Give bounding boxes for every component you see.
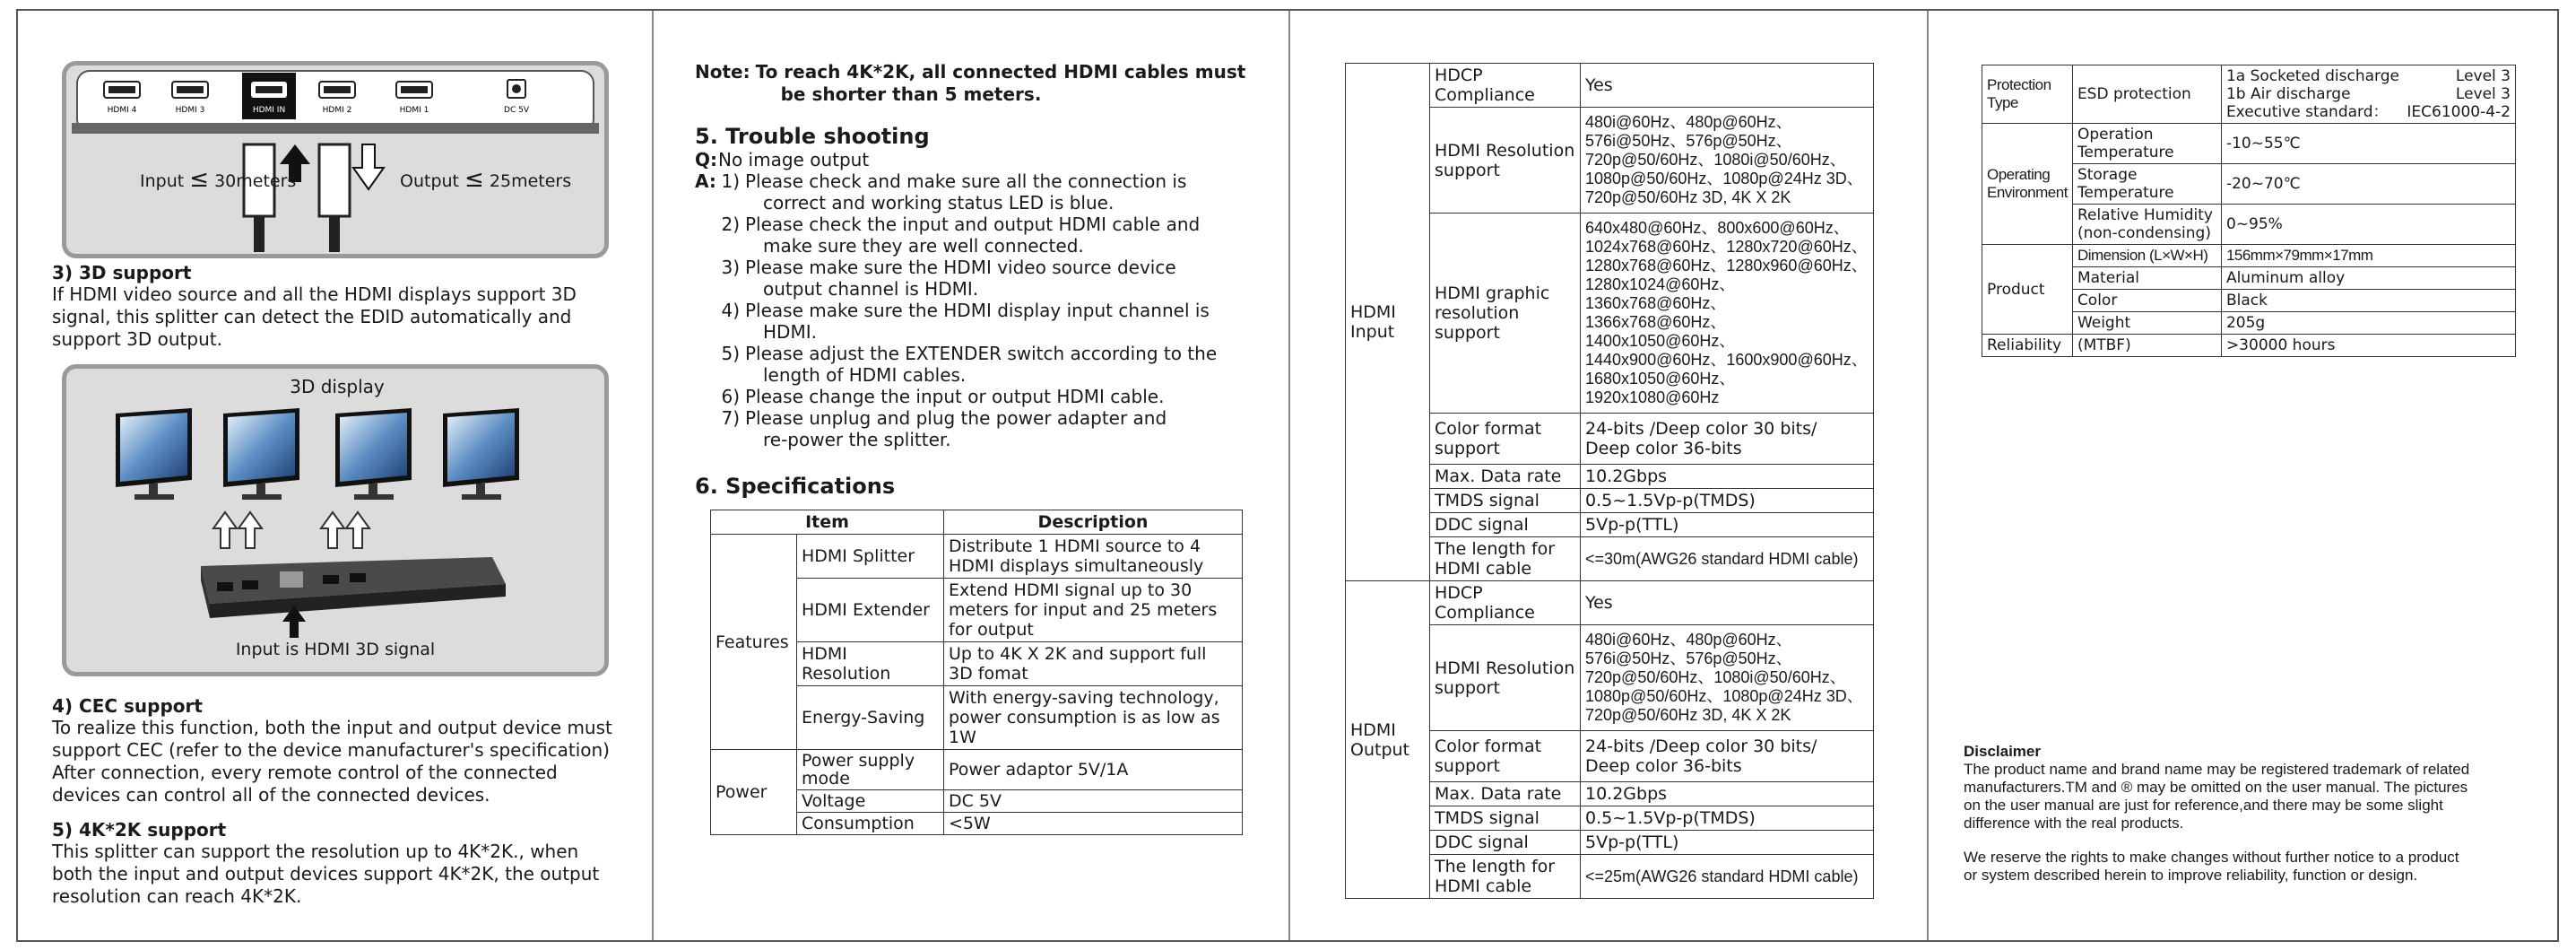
answer-spacer xyxy=(695,300,718,321)
value-cell xyxy=(1581,537,1874,581)
value-cell xyxy=(1581,414,1874,465)
item-cell xyxy=(1430,855,1581,899)
disclaimer-line: on the user manual are just for reference,and there may be some slight xyxy=(1964,797,2443,814)
answer-text: make sure they are well connected. xyxy=(763,235,1084,257)
section-3d-line: signal, this splitter can detect the EDID automatically and xyxy=(52,306,572,327)
item-cell xyxy=(1430,108,1581,214)
io-spec-table xyxy=(1345,63,1874,899)
value-cell xyxy=(1581,806,1874,831)
group-line: Operating xyxy=(1987,166,2051,183)
answer-text: output channel is HDMI. xyxy=(763,278,979,300)
item-cell xyxy=(797,750,944,790)
panel-physical-specs xyxy=(1964,18,2520,933)
section-3d-line: If HDMI video source and all the HDMI displays support 3D xyxy=(52,283,577,305)
group-cell: Reliability xyxy=(1982,335,2073,357)
panel-features xyxy=(49,18,623,933)
input-distance: 30meters xyxy=(214,171,297,191)
section-cec-line: devices can control all of the connected devices. xyxy=(52,784,490,806)
answer-spacer xyxy=(695,407,718,429)
item-cell: (MTBF) xyxy=(2072,335,2221,357)
disclaimer-line: difference with the real products. xyxy=(1964,815,2184,832)
item-line: The length for xyxy=(1435,539,1556,559)
answer-text: Please make sure the HDMI video source device xyxy=(745,257,1176,278)
value-cell: >30000 hours xyxy=(2221,335,2515,357)
display-monitor xyxy=(223,408,299,500)
item-cell: ESD protection xyxy=(2072,65,2221,124)
item-line: support xyxy=(1435,439,1500,458)
answer-line xyxy=(695,214,1269,235)
value-line: 1280x1024@60Hz、1360x768@60Hz、 xyxy=(1585,275,1736,312)
section-4k-line: This splitter can support the resolution up to 4K*2K., when xyxy=(52,841,579,862)
panel-divider xyxy=(1288,11,1290,940)
description-line: meters for input and 25 meters xyxy=(949,600,1218,620)
trouble-shooting-title: 5. Trouble shooting xyxy=(695,124,930,149)
table-row xyxy=(1982,245,2516,267)
item-cell xyxy=(2072,124,2221,164)
item-line: Temperature xyxy=(2077,144,2174,161)
answer-number xyxy=(718,429,745,450)
description-cell xyxy=(944,686,1243,750)
description-cell xyxy=(944,579,1243,642)
answer-number xyxy=(718,235,745,257)
panel-troubleshooting xyxy=(695,18,1269,933)
item-cell xyxy=(1430,214,1581,414)
item-cell xyxy=(1430,537,1581,581)
item-line: support xyxy=(1435,756,1500,776)
value-line: 24-bits /Deep color 30 bits/ xyxy=(1585,736,1817,756)
section-3d-line: support 3D output. xyxy=(52,328,222,350)
value-line: 720p@50/60Hz 3D, 4K X 2K xyxy=(1585,706,1791,724)
section-cec-line: After connection, every remote control of the connected xyxy=(52,762,558,783)
item-line: Color format xyxy=(1435,419,1542,439)
rights-line: or system described herein to improve reliability, function or design. xyxy=(1964,867,2418,884)
panel-divider xyxy=(652,11,654,940)
answer-line xyxy=(695,343,1269,364)
description-line: for output xyxy=(949,620,1034,640)
item-cell: Weight xyxy=(2072,312,2221,335)
answer-spacer xyxy=(695,235,718,257)
item-cell xyxy=(1430,806,1581,831)
answer-line xyxy=(695,364,1269,386)
input-label: Input xyxy=(140,171,185,191)
item-cell xyxy=(1430,782,1581,806)
value-line: <=25m(AWG26 standard HDMI cable) xyxy=(1585,867,1859,885)
value-line: 720p@50/60Hz、1080i@50/60Hz、 xyxy=(1585,668,1846,686)
item-cell: HDMI Resolution xyxy=(797,642,944,686)
value-line: 480i@60Hz、480p@60Hz、 xyxy=(1585,113,1792,131)
answer-number: 2) xyxy=(721,214,740,235)
value-line: 480i@60Hz、480p@60Hz、 xyxy=(1585,631,1792,649)
port-label: HDMI 4 xyxy=(107,106,137,115)
panel-io-specs xyxy=(1345,18,1874,933)
item-cell: Dimension (L×W×H) xyxy=(2072,245,2221,267)
display-monitor xyxy=(443,408,519,500)
value-line: <=30m(AWG26 standard HDMI cable) xyxy=(1585,549,1859,568)
item-cell: Color xyxy=(2072,290,2221,312)
answer-text: Please check the input and output HDMI cable and xyxy=(745,214,1201,235)
note-line: be shorter than 5 meters. xyxy=(780,83,1042,105)
esd-left: Executive standard： xyxy=(2225,103,2389,121)
3d-display-diagram xyxy=(62,364,609,676)
group-line: Output xyxy=(1350,739,1409,760)
answer-line xyxy=(695,386,1269,407)
signal-arrows xyxy=(213,512,369,548)
answer-text: length of HDMI cables. xyxy=(763,364,967,386)
answer-spacer xyxy=(695,321,718,343)
value-line: 1366x768@60Hz、1400x1050@60Hz、 xyxy=(1585,313,1736,350)
value-line: 1680x1050@60Hz、1920x1080@60Hz xyxy=(1585,370,1736,406)
item-line: Max. Data rate xyxy=(1435,466,1562,486)
item-cell xyxy=(1430,731,1581,782)
description-cell xyxy=(944,642,1243,686)
answer-line xyxy=(695,257,1269,278)
esd-right: Level 3 xyxy=(2455,67,2511,85)
item-cell xyxy=(2072,164,2221,205)
value-line: Deep color 36-bits xyxy=(1585,756,1742,776)
esd-left: 1a Socketed discharge xyxy=(2225,67,2399,85)
answer-spacer xyxy=(695,257,718,278)
answer-text: re-power the splitter. xyxy=(763,429,951,450)
value-line: Yes xyxy=(1585,593,1613,613)
table-row xyxy=(1982,124,2516,164)
answer-number: 5) xyxy=(721,343,740,364)
port-label: HDMI 2 xyxy=(322,106,352,115)
answer-spacer xyxy=(695,429,718,450)
value-cell: Black xyxy=(2221,290,2515,312)
answer-number xyxy=(718,321,745,343)
value-cell xyxy=(1581,214,1874,414)
port-label: HDMI IN xyxy=(252,106,286,115)
value-cell xyxy=(2221,65,2515,124)
esd-right: Level 3 xyxy=(2455,85,2511,103)
value-line: 10.2Gbps xyxy=(1585,784,1668,804)
description-cell: <5W xyxy=(944,813,1243,835)
3d-displays-illustration xyxy=(66,369,604,672)
value-line: 10.2Gbps xyxy=(1585,466,1668,486)
port-label: HDMI 1 xyxy=(399,106,429,115)
value-cell xyxy=(1581,731,1874,782)
value-line: 0.5~1.5Vp-p(TMDS) xyxy=(1585,808,1756,828)
item-line: Power supply xyxy=(802,751,915,771)
output-label: Output xyxy=(400,171,459,191)
question-text: No image output xyxy=(718,149,870,170)
item-line: HDMI cable xyxy=(1435,876,1532,896)
answer-spacer xyxy=(695,343,718,364)
value-cell xyxy=(1581,465,1874,489)
answer-text: Please make sure the HDMI display input channel is xyxy=(745,300,1210,321)
table-header: Description xyxy=(944,510,1243,535)
port-label: DC 5V xyxy=(504,106,529,115)
rights-line: We reserve the rights to make changes without further notice to a product xyxy=(1964,849,2459,866)
item-line: HDMI graphic xyxy=(1435,283,1550,303)
note-block xyxy=(695,61,1245,106)
value-cell: 205g xyxy=(2221,312,2515,335)
description-line: power consumption is as low as xyxy=(949,708,1220,728)
answer-text: HDMI. xyxy=(763,321,817,343)
section-cec-title: 4) CEC support xyxy=(52,695,203,717)
disclaimer-line: manufacturers.TM and ® may be omitted on the user manual. The pictures xyxy=(1964,779,2468,796)
answer-number xyxy=(718,192,745,214)
value-line: 5Vp-p(TTL) xyxy=(1585,515,1679,535)
group-line: Type xyxy=(1987,94,2018,111)
section-cec-line: To realize this function, both the input and output device must xyxy=(52,717,612,738)
disclaimer-line: The product name and brand name may be registered trademark of related xyxy=(1964,761,2470,778)
item-cell: Energy-Saving xyxy=(797,686,944,750)
item-line: HDCP Compliance xyxy=(1435,583,1535,623)
item-cell xyxy=(1430,414,1581,465)
table-row xyxy=(1346,64,1874,108)
output-distance: 25meters xyxy=(489,171,572,191)
description-line: With energy-saving technology, xyxy=(949,688,1219,708)
table-row xyxy=(1346,581,1874,625)
value-line: Yes xyxy=(1585,75,1613,95)
group-cell xyxy=(1982,65,2073,124)
item-line: DDC signal xyxy=(1435,832,1529,852)
table-header: Item xyxy=(711,510,944,535)
specifications-title: 6. Specifications xyxy=(695,474,896,499)
value-line: 5Vp-p(TTL) xyxy=(1585,832,1679,852)
group-cell xyxy=(1982,124,2073,245)
connection-diagram xyxy=(62,61,609,258)
trouble-shooting-list xyxy=(695,149,1269,450)
value-cell xyxy=(1581,64,1874,108)
group-line: HDMI xyxy=(1350,302,1396,322)
item-line: Storage xyxy=(2077,166,2138,184)
display-monitor xyxy=(335,408,412,500)
value-cell: 0~95% xyxy=(2221,205,2515,245)
item-cell xyxy=(797,813,944,835)
specifications-table xyxy=(710,510,1243,835)
value-cell xyxy=(1581,489,1874,513)
section-4k-title: 5) 4K*2K support xyxy=(52,819,227,841)
answer-number: 3) xyxy=(721,257,740,278)
answer-spacer xyxy=(695,278,718,300)
group-cell: Power xyxy=(711,750,797,835)
answer-line xyxy=(695,300,1269,321)
section-4k-line: both the input and output devices support 4K*2K, the output xyxy=(52,863,600,885)
section-3d-title: 3) 3D support xyxy=(52,262,192,283)
leq-symbol: ≤ xyxy=(189,166,210,193)
value-line: 720p@50/60Hz 3D, 4K X 2K xyxy=(1585,188,1791,206)
item-line: mode xyxy=(802,769,850,789)
item-line: Relative Humidity xyxy=(2077,206,2213,224)
value-line: 1080p@50/60Hz、1080p@24Hz 3D、 xyxy=(1585,687,1863,705)
item-line: Color format xyxy=(1435,736,1542,756)
answer-number xyxy=(718,278,745,300)
esd-line xyxy=(2226,85,2511,103)
answer-spacer xyxy=(695,192,718,214)
item-line: support xyxy=(1435,677,1500,698)
section-4k-line: resolution can reach 4K*2K. xyxy=(52,885,302,907)
value-line: 1024x768@60Hz、1280x720@60Hz、 xyxy=(1585,238,1868,256)
item-line: Consumption xyxy=(802,814,915,833)
value-cell xyxy=(1581,855,1874,899)
panel-divider xyxy=(1927,11,1929,940)
disclaimer-title: Disclaimer xyxy=(1964,743,2041,760)
answer-number: 6) xyxy=(721,386,740,407)
description-line: HDMI displays simultaneously xyxy=(949,556,1204,576)
answer-line xyxy=(695,170,1269,192)
item-cell xyxy=(1430,465,1581,489)
item-cell xyxy=(1430,831,1581,855)
answer-spacer xyxy=(695,214,718,235)
item-cell xyxy=(1430,64,1581,108)
description-cell xyxy=(944,535,1243,579)
answer-text: Please adjust the EXTENDER switch according to the xyxy=(745,343,1218,364)
table-row xyxy=(711,535,1243,579)
value-line: 1440x900@60Hz、1600x900@60Hz、 xyxy=(1585,351,1868,369)
description-line: Extend HDMI signal up to 30 xyxy=(949,580,1193,600)
value-line: 0.5~1.5Vp-p(TMDS) xyxy=(1585,491,1756,510)
item-cell xyxy=(1430,625,1581,731)
answer-text: correct and working status LED is blue. xyxy=(763,192,1115,214)
item-line: TMDS signal xyxy=(1435,491,1540,510)
answer-line xyxy=(695,278,1269,300)
group-line: Input xyxy=(1350,322,1395,342)
item-cell xyxy=(2072,205,2221,245)
answer-text: Please unplug and plug the power adapter and xyxy=(745,407,1167,429)
answer-number: 4) xyxy=(721,300,740,321)
value-cell xyxy=(1581,581,1874,625)
esd-line xyxy=(2226,103,2511,121)
answer-number: 1) xyxy=(721,170,740,192)
answer-spacer xyxy=(695,364,718,386)
item-line: The length for xyxy=(1435,857,1556,876)
answer-line xyxy=(695,235,1269,257)
item-line: Operation xyxy=(2077,126,2154,144)
answer-number: 7) xyxy=(721,407,740,429)
section-cec-line: support CEC (refer to the device manufacturer's specification) xyxy=(52,739,610,761)
item-line: (non-condensing) xyxy=(2077,224,2211,242)
value-line: 1080p@50/60Hz、1080p@24Hz 3D、 xyxy=(1585,170,1863,187)
item-cell: HDMI Extender xyxy=(797,579,944,642)
value-line: 576i@50Hz、576p@50Hz、 xyxy=(1585,132,1792,150)
answer-line xyxy=(695,407,1269,429)
item-cell: HDMI Splitter xyxy=(797,535,944,579)
group-line: Protection xyxy=(1987,76,2051,93)
answer-text: Please check and make sure all the connection is xyxy=(745,170,1187,192)
display-monitor xyxy=(116,408,192,500)
group-line: HDMI xyxy=(1350,719,1396,740)
value-cell xyxy=(1581,782,1874,806)
table-row xyxy=(711,750,1243,790)
value-line: Deep color 36-bits xyxy=(1585,439,1742,458)
value-cell xyxy=(1581,108,1874,214)
value-line: 1280x768@60Hz、1280x960@60Hz、 xyxy=(1585,257,1868,275)
value-cell xyxy=(1581,831,1874,855)
esd-left: 1b Air discharge xyxy=(2225,85,2351,103)
value-cell: Aluminum alloy xyxy=(2221,267,2515,290)
item-line: Voltage xyxy=(802,791,866,811)
note-line: To reach 4K*2K, all connected HDMI cables must xyxy=(755,61,1246,83)
value-line: 720p@50/60Hz、1080i@50/60Hz、 xyxy=(1585,151,1846,169)
value-line: 576i@50Hz、576p@50Hz、 xyxy=(1585,649,1792,667)
value-cell: -10~55℃ xyxy=(2221,124,2515,164)
leq-symbol: ≤ xyxy=(464,166,484,193)
item-line: HDMI Resolution xyxy=(1435,658,1575,678)
answer-line xyxy=(695,192,1269,214)
description-cell: Power adaptor 5V/1A xyxy=(944,750,1243,790)
answer-spacer xyxy=(695,386,718,407)
esd-line xyxy=(2226,67,2511,85)
description-line: 1W xyxy=(949,728,976,747)
description-cell: DC 5V xyxy=(944,790,1243,813)
answer-number xyxy=(718,364,745,386)
item-line: Temperature xyxy=(2077,184,2174,202)
table-row xyxy=(1982,65,2516,124)
answer-line xyxy=(695,321,1269,343)
3d-display-title: 3D display xyxy=(290,376,385,397)
esd-right: IEC61000-4-2 xyxy=(2407,103,2511,121)
description-line: Up to 4K X 2K and support full xyxy=(949,644,1207,664)
splitter-ports-illustration xyxy=(66,65,604,254)
item-line: HDMI cable xyxy=(1435,559,1532,579)
disclaimer-block xyxy=(1964,743,2520,885)
answer-line xyxy=(695,429,1269,450)
group-cell xyxy=(1346,64,1430,581)
value-line: 24-bits /Deep color 30 bits/ xyxy=(1585,419,1817,439)
item-line: resolution support xyxy=(1435,303,1520,343)
question-label: Q: xyxy=(695,149,717,170)
item-line: Max. Data rate xyxy=(1435,784,1562,804)
value-cell: -20~70℃ xyxy=(2221,164,2515,205)
value-line: 640x480@60Hz、800x600@60Hz、 xyxy=(1585,219,1850,237)
group-cell: Product xyxy=(1982,245,2073,335)
group-line: Environment xyxy=(1987,184,2068,201)
item-line: TMDS signal xyxy=(1435,808,1540,828)
item-cell xyxy=(1430,513,1581,537)
description-line: Distribute 1 HDMI source to 4 xyxy=(949,536,1201,556)
value-cell xyxy=(1581,625,1874,731)
splitter-device xyxy=(201,557,506,618)
item-cell: Material xyxy=(2072,267,2221,290)
answer-label: A: xyxy=(695,170,716,192)
3d-input-caption: Input is HDMI 3D signal xyxy=(235,640,436,659)
item-cell xyxy=(797,790,944,813)
value-cell: 156mm×79mm×17mm xyxy=(2221,245,2515,267)
item-line: HDMI Resolution xyxy=(1435,140,1575,161)
item-line: support xyxy=(1435,160,1500,180)
table-row xyxy=(1982,335,2516,357)
answer-text: Please change the input or output HDMI cable. xyxy=(745,386,1165,407)
port-label: HDMI 3 xyxy=(175,106,205,115)
physical-spec-table xyxy=(1982,65,2516,357)
item-cell xyxy=(1430,489,1581,513)
description-line: 3D fomat xyxy=(949,664,1028,684)
item-cell xyxy=(1430,581,1581,625)
item-line: HDCP Compliance xyxy=(1435,65,1535,105)
note-prefix: Note: xyxy=(695,61,750,83)
group-cell: Features xyxy=(711,535,797,750)
item-line: DDC signal xyxy=(1435,515,1529,535)
group-cell xyxy=(1346,581,1430,899)
value-cell xyxy=(1581,513,1874,537)
